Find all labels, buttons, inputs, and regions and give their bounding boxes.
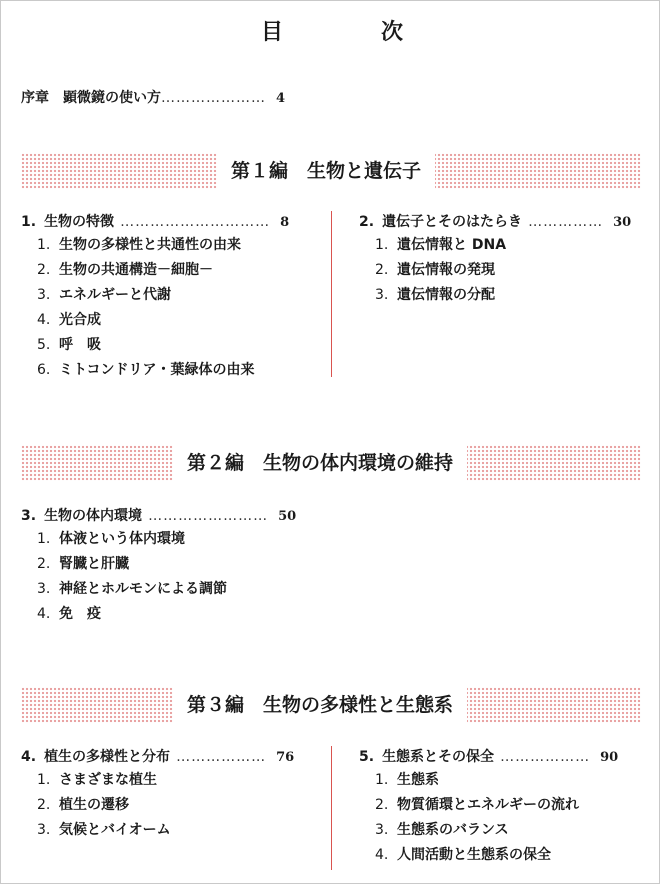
section-title: 人間活動と生態系の保全: [397, 847, 551, 863]
section-number: 4.: [37, 312, 51, 328]
section-number: 1.: [37, 237, 51, 253]
section-number: 4.: [37, 606, 51, 622]
chapter-number: 2.: [359, 214, 375, 230]
section-title: 気候とバイオーム: [59, 822, 171, 838]
section-title: 体液という体内環境: [59, 531, 185, 547]
section-item[interactable]: [21, 283, 321, 308]
section-title: エネルギーと代謝: [59, 287, 171, 303]
section-item[interactable]: [359, 258, 643, 283]
chapter-2: [359, 211, 643, 308]
chapter-title: 生態系とその保全: [382, 749, 495, 765]
section-item[interactable]: [359, 843, 643, 868]
section-number: 1.: [375, 237, 389, 253]
section-item[interactable]: [21, 258, 321, 283]
part-3-banner: [21, 687, 641, 723]
section-title: 遺伝情報の発現: [397, 262, 495, 278]
chapter-title: 生物の体内環境: [44, 508, 143, 524]
section-item[interactable]: [21, 527, 341, 552]
prologue-entry[interactable]: [21, 87, 285, 107]
page-number: 8: [280, 215, 290, 230]
section-number: 2.: [37, 797, 51, 813]
prologue-title: 顕微鏡の使い方: [63, 90, 161, 106]
section-title: 遺伝情報の分配: [397, 287, 495, 303]
section-title: 物質循環とエネルギーの流れ: [397, 797, 579, 813]
chapter-number: 1.: [21, 214, 37, 230]
chapter-title: 生物の特徴: [44, 214, 115, 230]
section-item[interactable]: [21, 602, 341, 627]
chapter-heading[interactable]: [21, 211, 321, 233]
section-item[interactable]: [21, 358, 321, 383]
title-part-2: 次: [381, 20, 408, 45]
section-number: 3.: [37, 822, 51, 838]
section-title: 植生の遷移: [59, 797, 129, 813]
title-part-1: 目: [261, 20, 288, 45]
chapter-number: 3.: [21, 508, 37, 524]
chapter-title: 植生の多様性と分布: [44, 749, 171, 765]
section-item[interactable]: [359, 768, 643, 793]
page-number: 30: [613, 215, 632, 230]
section-number: 3.: [37, 287, 51, 303]
chapter-4: [21, 746, 321, 843]
leader-dots: …………………: [161, 90, 266, 106]
column-divider: [331, 746, 332, 870]
chapter-heading[interactable]: [359, 746, 643, 768]
section-item[interactable]: [359, 233, 643, 258]
chapter-1: [21, 211, 321, 383]
leader-dots: ……………………: [148, 508, 269, 524]
chapter-number: 4.: [21, 749, 37, 765]
section-item[interactable]: [21, 552, 341, 577]
section-number: 2.: [375, 797, 389, 813]
part-2-banner: [21, 445, 641, 481]
chapter-5: [359, 746, 643, 868]
part-3-title: 第３編 生物の多様性と生態系: [173, 687, 467, 723]
chapter-heading[interactable]: [359, 211, 643, 233]
section-number: 2.: [37, 262, 51, 278]
prologue-label: 序章: [21, 90, 49, 106]
section-item[interactable]: [21, 577, 341, 602]
page-number: 50: [278, 509, 297, 524]
section-title: 生物の共通構造－細胞－: [59, 262, 213, 278]
section-item[interactable]: [21, 233, 321, 258]
section-title: 生物の多様性と共通性の由来: [59, 237, 241, 253]
section-number: 2.: [375, 262, 389, 278]
section-number: 5.: [37, 337, 51, 353]
section-item[interactable]: [21, 308, 321, 333]
section-title: 免 疫: [59, 606, 101, 622]
section-title: ミトコンドリア・葉緑体の由来: [59, 362, 255, 378]
section-number: 4.: [375, 847, 389, 863]
section-item[interactable]: [21, 818, 321, 843]
section-item[interactable]: [359, 818, 643, 843]
section-title: 腎臓と肝臓: [59, 556, 129, 572]
section-item[interactable]: [21, 768, 321, 793]
section-item[interactable]: [359, 793, 643, 818]
chapter-number: 5.: [359, 749, 375, 765]
section-title: 生態系のバランス: [397, 822, 509, 838]
section-item[interactable]: [21, 333, 321, 358]
page-number: 90: [600, 750, 619, 765]
section-number: 1.: [375, 772, 389, 788]
section-item[interactable]: [21, 793, 321, 818]
chapter-3: [21, 505, 341, 627]
column-divider: [331, 211, 332, 377]
leader-dots: ………………: [500, 749, 591, 765]
page-number: 76: [276, 750, 295, 765]
section-number: 6.: [37, 362, 51, 378]
section-title: さまざまな植生: [59, 772, 157, 788]
section-number: 1.: [37, 531, 51, 547]
section-number: 2.: [37, 556, 51, 572]
part-1-banner: [21, 153, 641, 189]
chapter-title: 遺伝子とそのはたらき: [382, 214, 523, 230]
section-item[interactable]: [359, 283, 643, 308]
section-number: 3.: [375, 287, 389, 303]
leader-dots: ………………: [176, 749, 267, 765]
part-2-title: 第２編 生物の体内環境の維持: [173, 445, 467, 481]
chapter-heading[interactable]: [21, 746, 321, 768]
chapter-heading[interactable]: [21, 505, 341, 527]
leader-dots: …………………………: [120, 214, 271, 230]
page-number: 4: [276, 91, 286, 106]
section-title: 呼 吸: [59, 337, 101, 353]
section-title: 生態系: [397, 772, 439, 788]
part-1-title: 第１編 生物と遺伝子: [217, 153, 435, 189]
section-number: 1.: [37, 772, 51, 788]
section-title: 光合成: [59, 312, 101, 328]
section-number: 3.: [37, 581, 51, 597]
leader-dots: ……………: [528, 214, 604, 230]
section-number: 3.: [375, 822, 389, 838]
section-title: 遺伝情報と DNA: [397, 237, 507, 253]
section-title: 神経とホルモンによる調節: [59, 581, 227, 597]
